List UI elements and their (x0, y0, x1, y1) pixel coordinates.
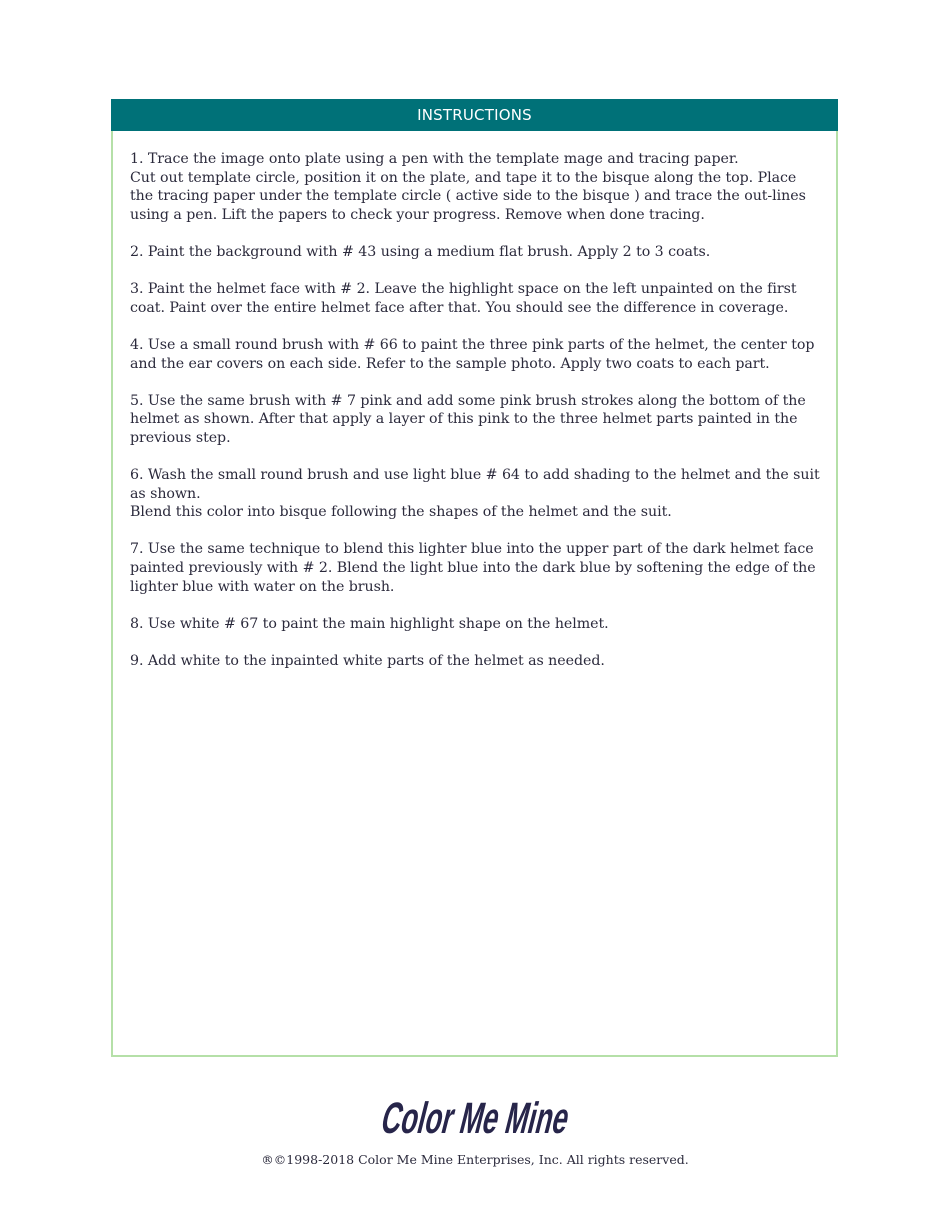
instruction-step-1: 1. Trace the image onto plate using a pen with the template mage and tracing paper. Cut out template circle, position it on the plate, and tape it to the bisque along the top. Place the tracing paper under the template circle ( active side to the bisque ) and trace the out-lines using a pen. Lift the papers to check your progress. Remove when done tracing. (130, 151, 806, 223)
instructions-list (130, 150, 822, 689)
instructions-header: INSTRUCTIONS (111, 99, 838, 131)
instruction-step-7: 7. Use the same technique to blend this lighter blue into the upper part of the dark helmet face painted previously with # 2. Blend the light blue into the dark blue by softening the edge of the lighter blue with water on the brush. (130, 541, 816, 595)
logo-text: Color Me Mine (376, 1094, 690, 1143)
instruction-step-8: 8. Use white # 67 to paint the main highlight shape on the helmet. (130, 615, 609, 632)
copyright-footer: ®©1998-2018 Color Me Mine Enterprises, Inc. All rights reserved. (261, 1152, 689, 1167)
instruction-step-2: 2. Paint the background with # 43 using a medium flat brush. Apply 2 to 3 coats. (130, 243, 711, 260)
instruction-step-3: 3. Paint the helmet face with # 2. Leave the highlight space on the left unpainted on the first coat. Paint over the entire helmet face after that. You should see the difference in coverage. (130, 281, 797, 316)
logo-wordmark (375, 1085, 690, 1145)
instruction-step-4: 4. Use a small round brush with # 66 to paint the three pink parts of the helmet, the center top and the ear covers on each side. Refer to the sample photo. Apply two coats to each part. (130, 336, 815, 372)
color-me-mine-logo (0, 1085, 950, 1145)
instruction-step-6: 6. Wash the small round brush and use light blue # 64 to add shading to the helmet and the suit as shown. Blend this color into bisque following the shapes of the helmet and the suit. (130, 467, 820, 521)
instruction-step-5: 5. Use the same brush with # 7 pink and add some pink brush strokes along the bottom of the helmet as shown. After that apply a layer of this pink to the three helmet parts painted in the previous step. (130, 392, 806, 446)
instruction-step-9: 9. Add white to the inpainted white parts of the helmet as needed. (130, 653, 605, 670)
